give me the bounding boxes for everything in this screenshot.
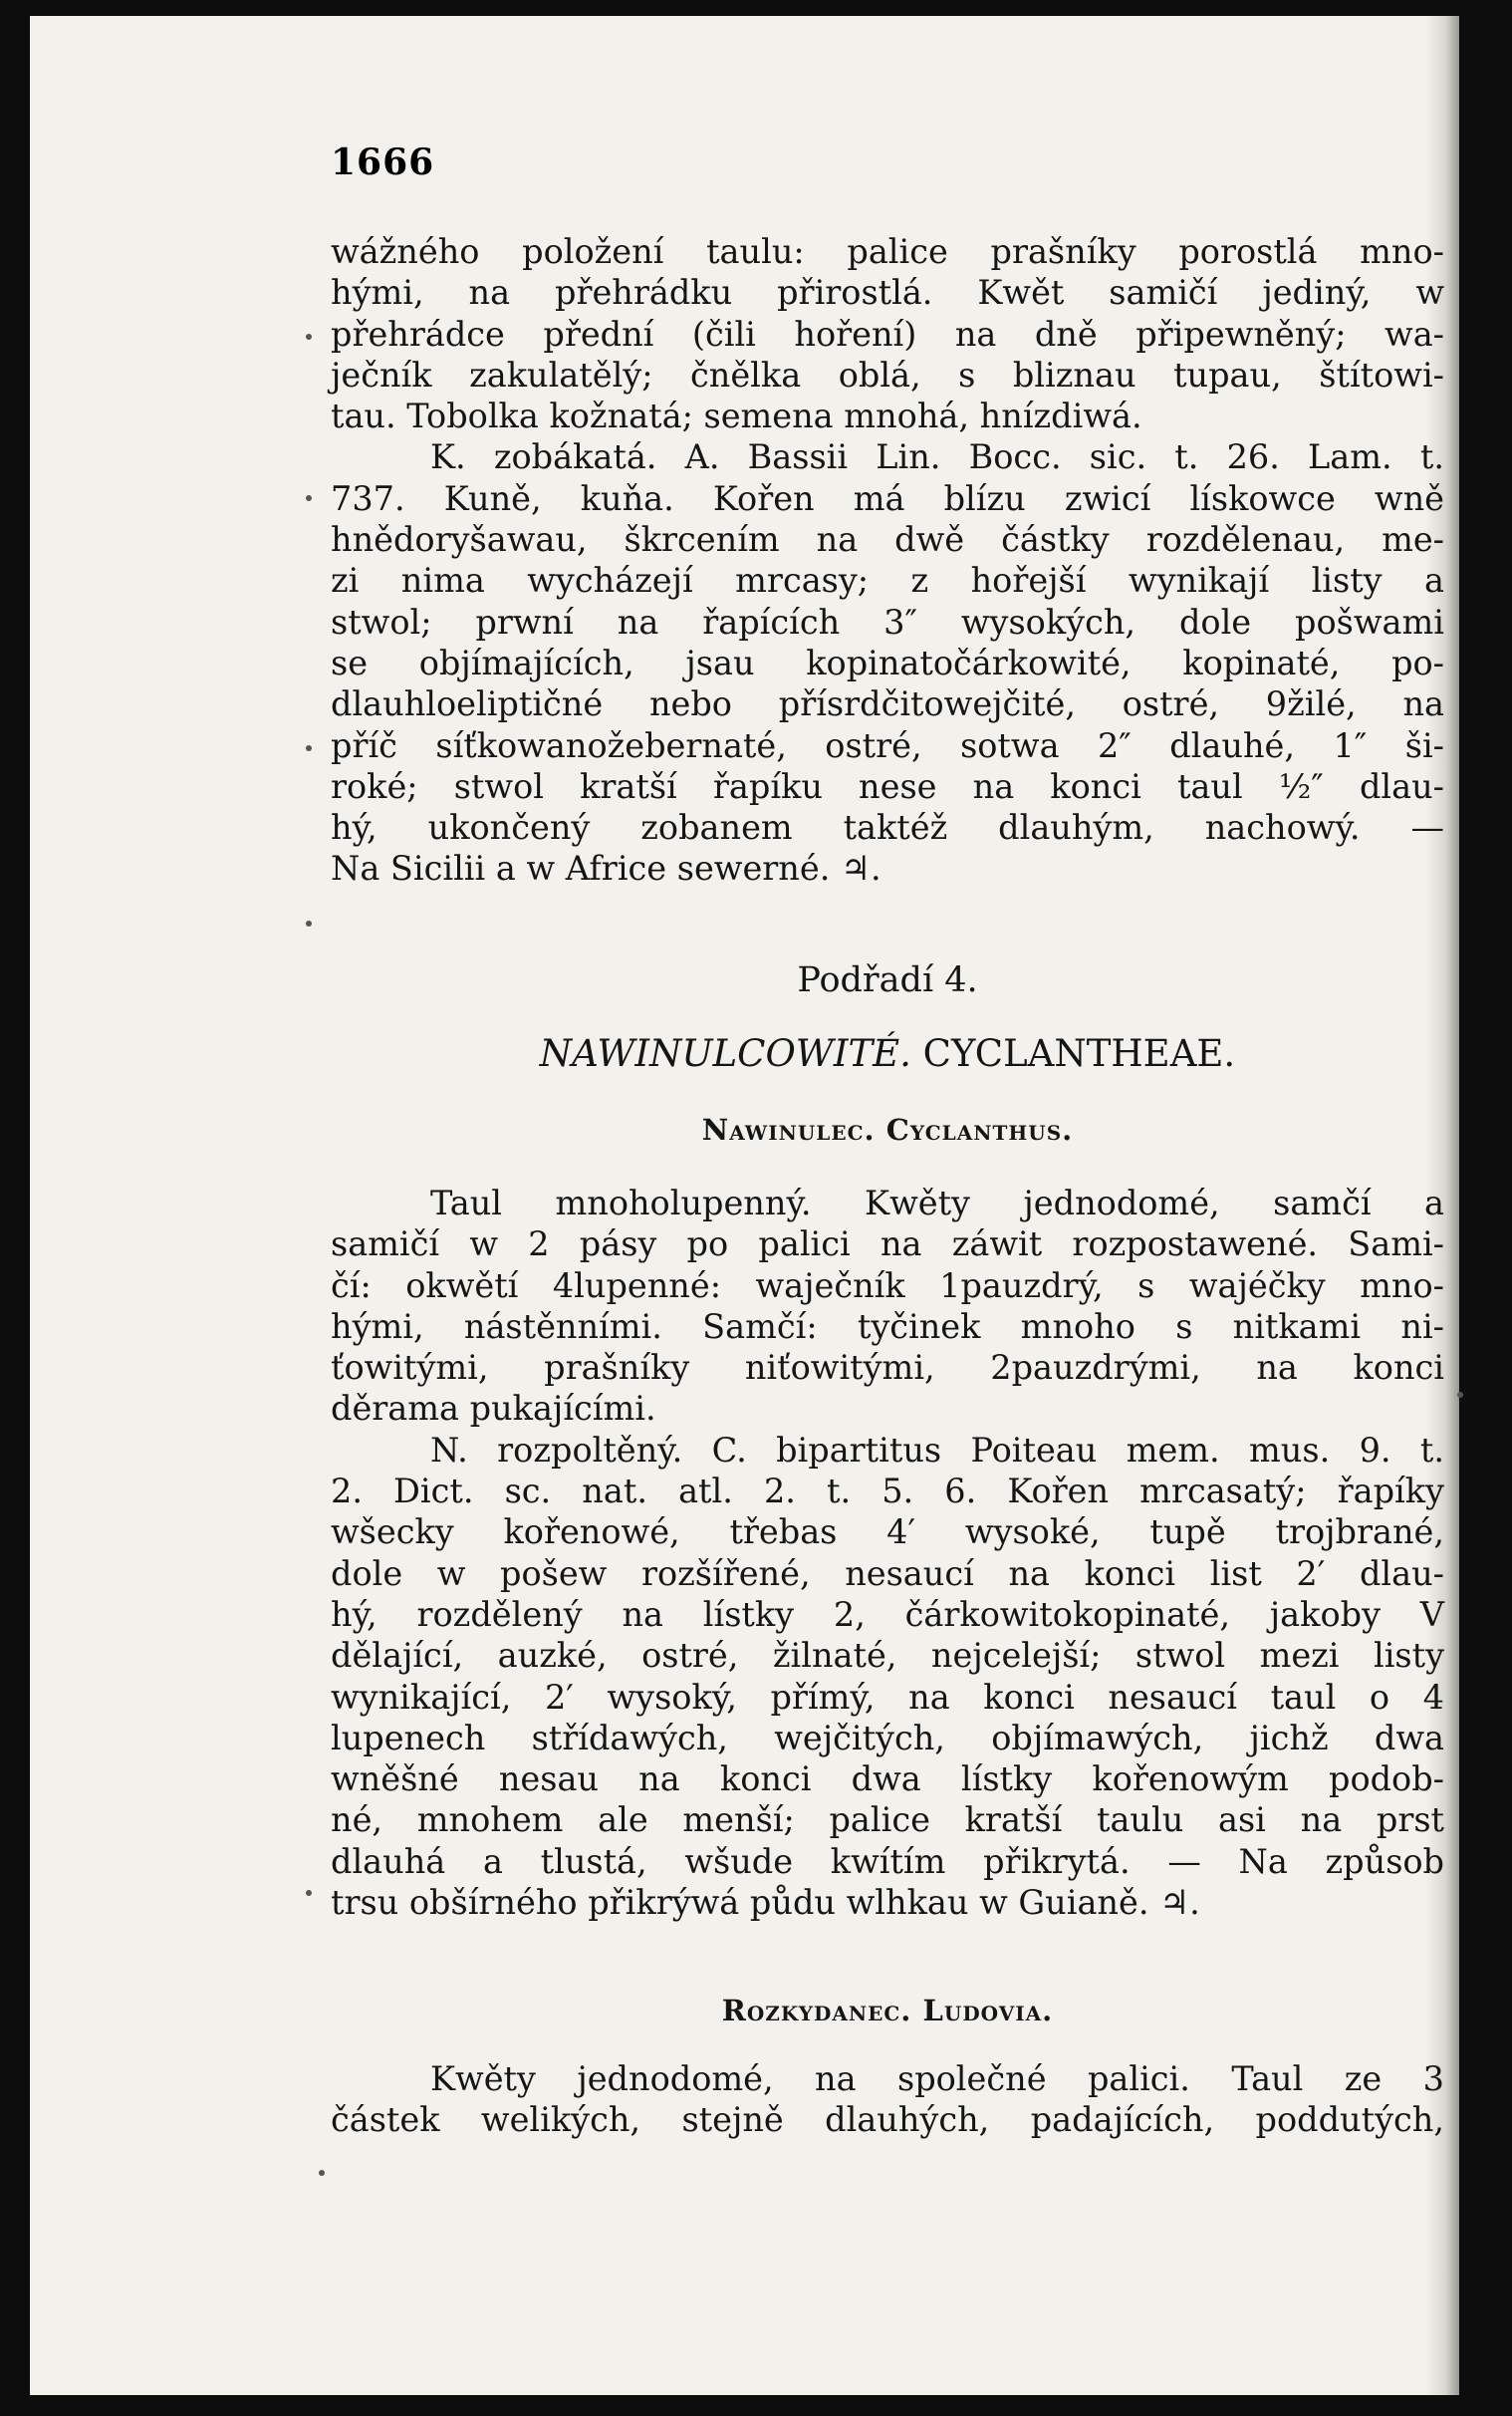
text-line: tau. Tobolka kožnatá; semena mnohá, hnízdiwá.	[331, 397, 1142, 436]
section-3-text	[331, 2058, 1444, 2141]
text-line: 2. Dict. sc. nat. atl. 2. t. 5. 6. Kořen mrcasatý; řapíky	[331, 1472, 1444, 1511]
suborder-block	[331, 950, 1444, 1010]
genus-1-block	[331, 1100, 1444, 1160]
section-1-text	[331, 231, 1444, 890]
text-line: částek welikých, stejně dlauhých, padajících, poddutých,	[331, 2100, 1444, 2140]
text-line: čí: okwětí 4lupenné: waječník 1pauzdrý, s wajéčky mno-	[331, 1265, 1444, 1305]
text-line: lupenech střídawých, wejčitých, objímawých, jichž dwa	[331, 1718, 1444, 1757]
text-line: hými, nástěnními. Samčí: tyčinek mnoho s nitkami ni-	[331, 1306, 1444, 1346]
text-line: ťowitými, prašníky niťowitými, 2pauzdrými, na konci	[331, 1348, 1444, 1388]
text-line: dělající, auzké, ostré, žilnaté, nejcelejší; stwol mezi listy	[331, 1636, 1444, 1676]
text-line: ječník zakulatělý; čnělka oblá, s bliznau tupau, štítowi-	[331, 355, 1444, 395]
text-line: hnědoryšawau, škrcením na dwě částky rozdělenau, me-	[331, 520, 1444, 560]
text-line: děrama pukajícími.	[331, 1389, 656, 1429]
genus-heading: Rozkydanec. Ludovia.	[721, 1994, 1054, 2027]
text-line: příč síťkowanožebernaté, ostré, sotwa 2″ dlauhé, 1″ ši-	[331, 725, 1444, 765]
family-latin: CYCLANTHEAE.	[922, 1032, 1236, 1075]
family-czech: NAWINULCOWITÉ.	[539, 1032, 911, 1075]
text-line: trsu obšírného přikrýwá půdu wlhkau w Guianě. ♃.	[331, 1883, 1200, 1923]
text-line: dlauhá a tlustá, wšude kwítím přikrytá. — Na způsob	[331, 1841, 1444, 1881]
section-2-text	[331, 1183, 1444, 1923]
text-line: samičí w 2 pásy po palici na záwit rozpostawené. Sami-	[331, 1224, 1444, 1264]
text-line: 737. Kuně, kuňa. Kořen má blízu zwicí lískowce wně	[331, 478, 1444, 518]
text-line: Kwěty jednodomé, na společné palici. Taul ze 3	[430, 2059, 1444, 2098]
text-line: hý, ukončený zobanem taktéž dlauhým, nachowý. —	[331, 808, 1444, 848]
speck	[306, 921, 312, 927]
text-line: Na Sicilii a w Africe sewerné. ♃.	[331, 849, 882, 889]
text-line: Taul mnoholupenný. Kwěty jednodomé, samčí a	[430, 1184, 1444, 1222]
text-line: stwol; prwní na řapících 3″ wysokých, dole pošwami	[331, 602, 1444, 642]
text-line: wšecky kořenowé, třebas 4′ wysoké, tupě trojbrané,	[331, 1512, 1444, 1552]
text-line: N. rozpoltěný. C. bipartitus Poiteau mem. mus. 9. t.	[430, 1430, 1444, 1470]
speck	[319, 2170, 325, 2176]
family-title	[331, 1024, 1444, 1084]
text-line: se objímajících, jsau kopinatočárkowité, kopinaté, po-	[331, 643, 1444, 682]
text-line: wynikající, 2′ wysoký, přímý, na konci nesaucí taul o 4	[331, 1677, 1444, 1717]
genus-heading: Nawinulec. Cyclanthus.	[701, 1113, 1074, 1147]
text-line: K. zobákatá. A. Bassii Lin. Bocc. sic. t. 26. Lam. t.	[430, 437, 1444, 477]
text-line: dole w pošew rozšířené, nesaucí na konci list 2′ dlau-	[331, 1553, 1444, 1593]
speck	[306, 745, 312, 751]
text-line: wážného položení taulu: palice prašníky porostlá mno-	[331, 232, 1444, 271]
speck	[1457, 1392, 1463, 1398]
text-line: hými, na přehrádku přirostlá. Kwět samičí jediný, w	[331, 273, 1444, 313]
text-line: roké; stwol kratší řapíku nese na konci taul ½″ dlau-	[331, 766, 1444, 806]
genus-2-block	[331, 1981, 1444, 2040]
speck	[306, 334, 312, 340]
suborder-label: Podřadí 4.	[797, 960, 978, 1000]
text-line: wněšné nesau na konci dwa lístky kořenowým podob-	[331, 1759, 1444, 1799]
speck	[306, 495, 312, 501]
page-number: 1666	[331, 141, 435, 183]
text-line: přehrádce přední (čili hoření) na dně připewněný; wa-	[331, 314, 1444, 354]
speck	[306, 1890, 312, 1896]
text-line: né, mnohem ale menší; palice kratší taulu asi na prst	[331, 1800, 1444, 1840]
family-block	[331, 1024, 1444, 1084]
text-line: zi nima wycházejí mrcasy; z hořejší wynikají listy a	[331, 561, 1444, 601]
text-line: dlauhloeliptičné nebo přísrdčitowejčité, ostré, 9žilé, na	[331, 684, 1444, 724]
text-line: hý, rozdělený na lístky 2, čárkowitokopinaté, jakoby V	[331, 1594, 1444, 1634]
